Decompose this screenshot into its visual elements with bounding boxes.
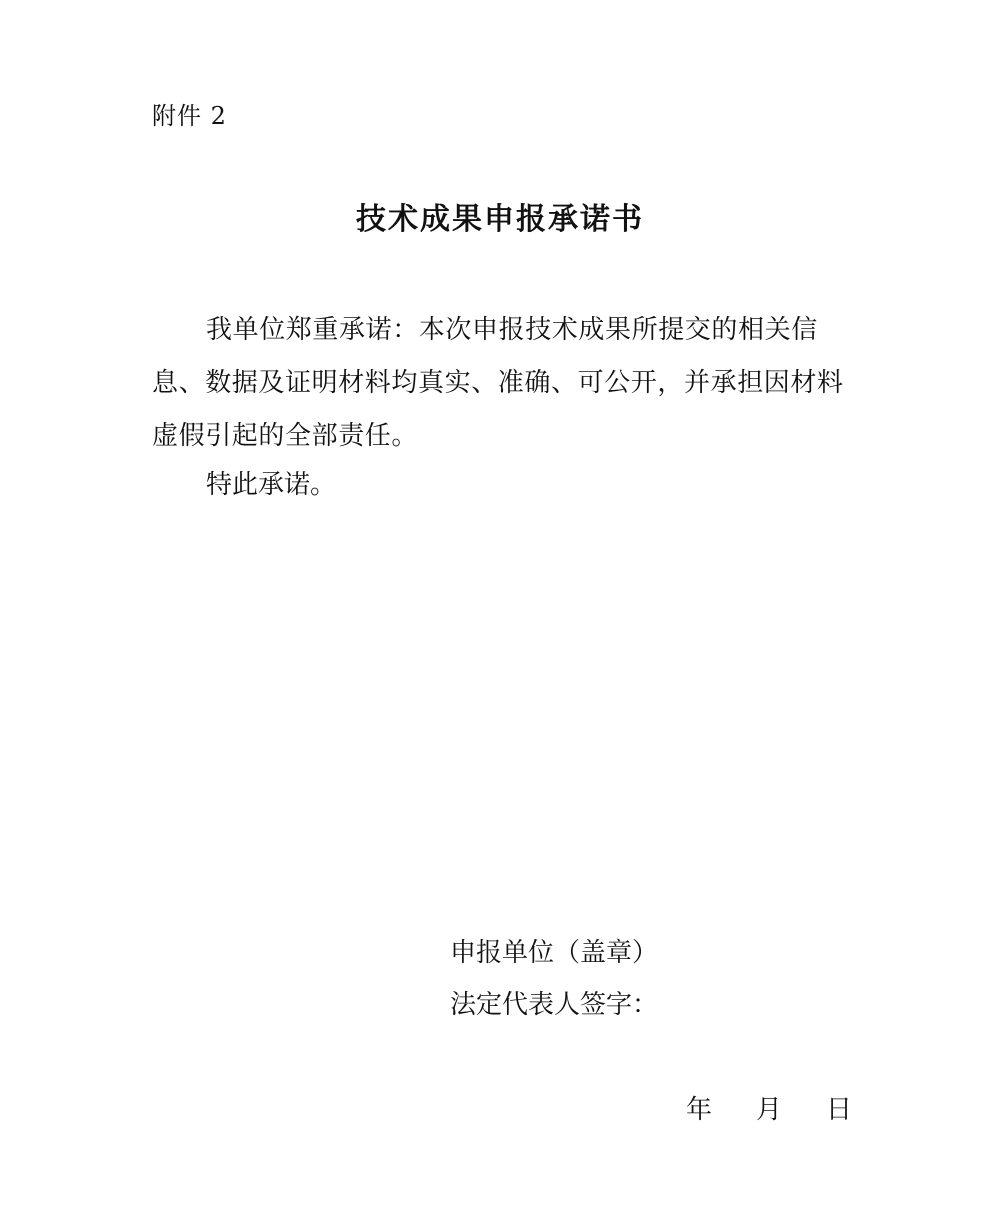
applicant-unit-seal-label: 申报单位（盖章） [450, 938, 659, 968]
legal-representative-signature-label: 法定代表人签字： [450, 990, 659, 1020]
document-title: 技术成果申报承诺书 [356, 202, 644, 237]
date-day-label: 日 [826, 1095, 853, 1125]
commitment-paragraph: 我单位郑重承诺：本次申报技术成果所提交的相关信息、数据及证明材料均真实、准确、可公开，并承担因材料虚假引起的全部责任。 [152, 315, 844, 451]
closing-statement: 特此承诺。 [206, 470, 337, 500]
attachment-label: 附件 2 [152, 102, 227, 130]
date-year-label: 年 [686, 1095, 713, 1125]
date-line [686, 1090, 852, 1130]
date-month-label: 月 [756, 1095, 783, 1125]
